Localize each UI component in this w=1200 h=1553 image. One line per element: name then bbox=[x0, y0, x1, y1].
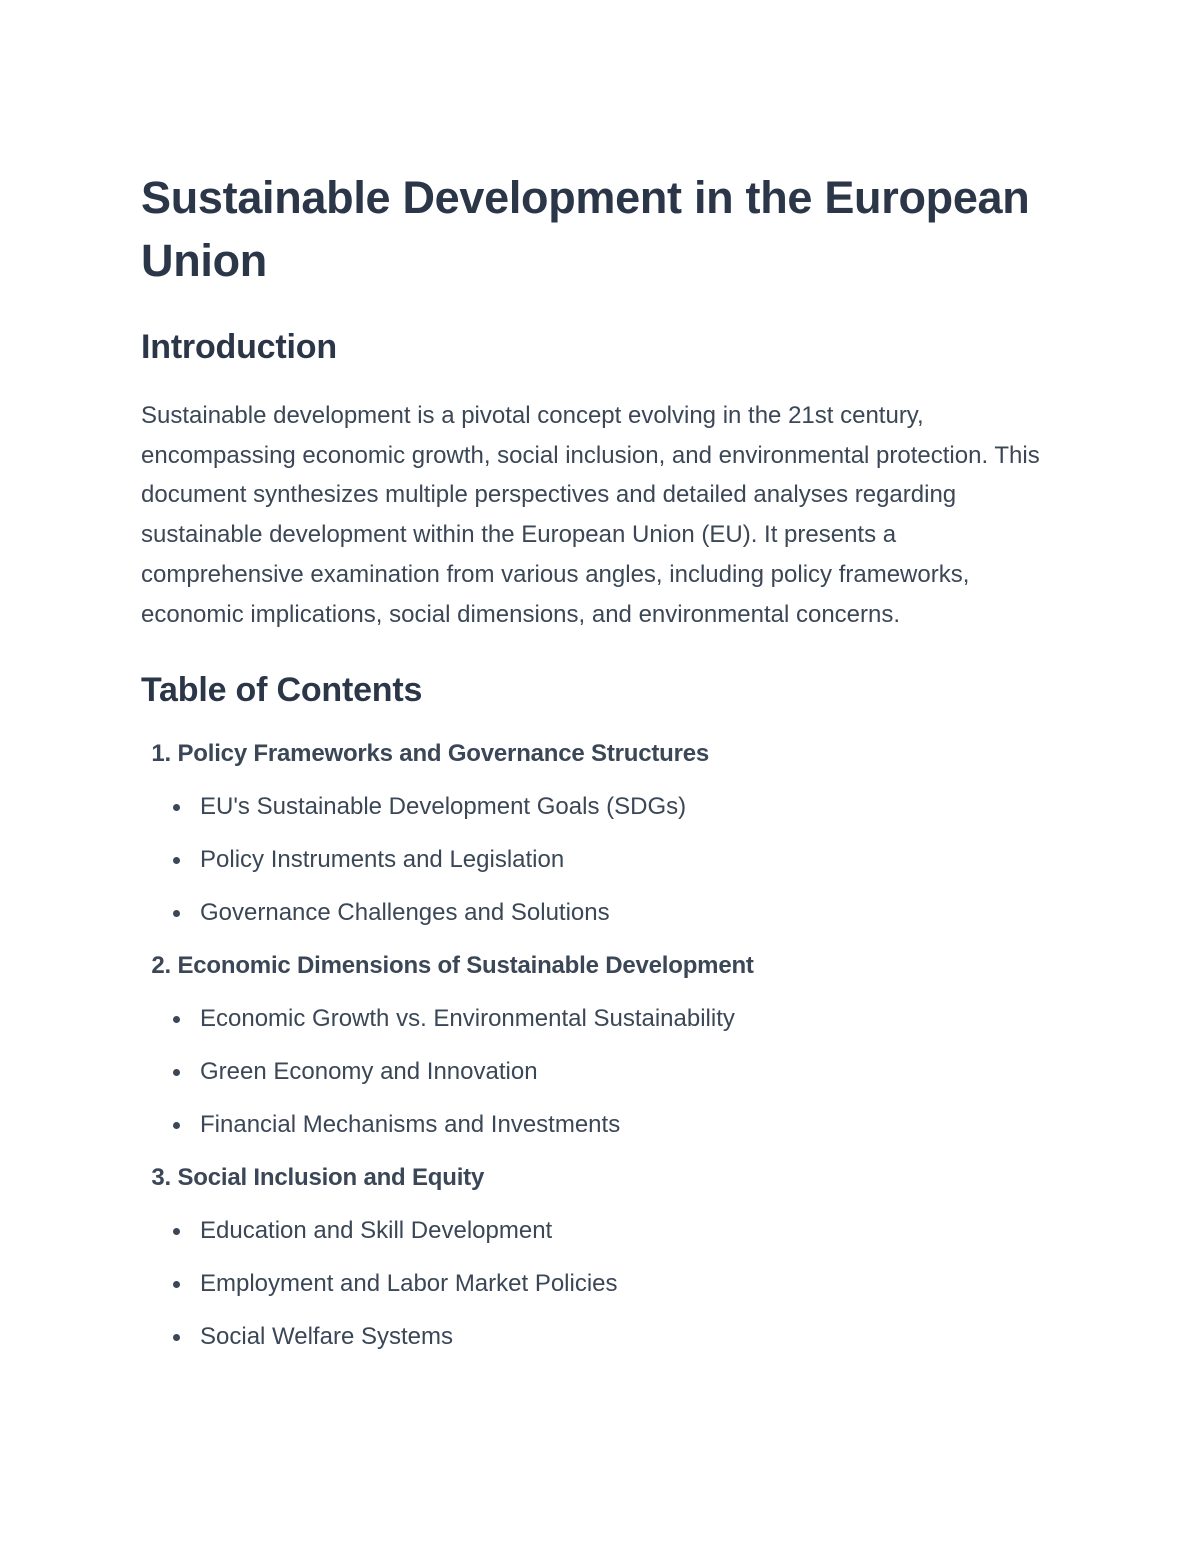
toc-section-number: 1. bbox=[151, 740, 171, 768]
toc-section-title bbox=[141, 1164, 1061, 1217]
toc-section-label: Economic Dimensions of Sustainable Development bbox=[177, 952, 754, 980]
toc-subitem-label: Economic Growth vs. Environmental Sustainability bbox=[200, 1005, 735, 1033]
toc-section-number: 3. bbox=[151, 1164, 171, 1192]
toc-section-label: Social Inclusion and Equity bbox=[177, 1164, 485, 1192]
toc-subitem bbox=[141, 899, 1061, 952]
bullet-icon bbox=[173, 804, 180, 811]
toc-subitem bbox=[141, 1323, 1061, 1376]
toc-subitem-label: Policy Instruments and Legislation bbox=[200, 846, 565, 874]
bullet-icon bbox=[173, 1069, 180, 1076]
toc-subitem bbox=[141, 1270, 1061, 1323]
toc-section bbox=[141, 952, 1061, 1164]
toc-subitem-label: Governance Challenges and Solutions bbox=[200, 899, 610, 927]
bullet-icon bbox=[173, 1016, 180, 1023]
bullet-icon bbox=[173, 1334, 180, 1341]
introduction-heading: Introduction bbox=[141, 328, 337, 366]
bullet-icon bbox=[173, 1122, 180, 1129]
toc-section-label: Policy Frameworks and Governance Structures bbox=[177, 740, 710, 768]
document-page bbox=[141, 166, 1061, 1376]
toc-section bbox=[141, 740, 1061, 952]
toc-subitem bbox=[141, 1217, 1061, 1270]
bullet-icon bbox=[173, 910, 180, 917]
toc-section-number: 2. bbox=[151, 952, 171, 980]
toc-subitem-label: Financial Mechanisms and Investments bbox=[200, 1111, 621, 1139]
bullet-icon bbox=[173, 857, 180, 864]
document-title: Sustainable Development in the European Union bbox=[141, 172, 1030, 286]
toc-subitem bbox=[141, 846, 1061, 899]
toc-section-title bbox=[141, 952, 1061, 1005]
toc-subitem-label: Social Welfare Systems bbox=[200, 1323, 453, 1351]
toc-subitem bbox=[141, 793, 1061, 846]
toc-subitems bbox=[141, 793, 1061, 952]
toc-subitem bbox=[141, 1058, 1061, 1111]
toc-subitem-label: Employment and Labor Market Policies bbox=[200, 1270, 618, 1298]
toc-subitem-label: EU's Sustainable Development Goals (SDGs) bbox=[200, 793, 687, 821]
toc-subitem bbox=[141, 1111, 1061, 1164]
toc-subitems bbox=[141, 1217, 1061, 1376]
bullet-icon bbox=[173, 1228, 180, 1235]
table-of-contents bbox=[141, 740, 1061, 1376]
introduction-paragraph: Sustainable development is a pivotal concept evolving in the 21st century, encompassing economic growth, social inclusion, and environmental protection. This document synthesizes multiple perspectives and detailed analyses regarding sustainable development within the European Union (EU). It presents a comprehensive examination from various angles, including policy frameworks, economic implications, social dimensions, and environmental concerns. bbox=[141, 402, 1040, 628]
toc-subitem bbox=[141, 1005, 1061, 1058]
table-of-contents-heading: Table of Contents bbox=[141, 671, 423, 710]
toc-section bbox=[141, 1164, 1061, 1376]
toc-subitems bbox=[141, 1005, 1061, 1164]
toc-section-title bbox=[141, 740, 1061, 793]
toc-subitem-label: Education and Skill Development bbox=[200, 1217, 553, 1245]
bullet-icon bbox=[173, 1281, 180, 1288]
toc-subitem-label: Green Economy and Innovation bbox=[200, 1058, 538, 1086]
